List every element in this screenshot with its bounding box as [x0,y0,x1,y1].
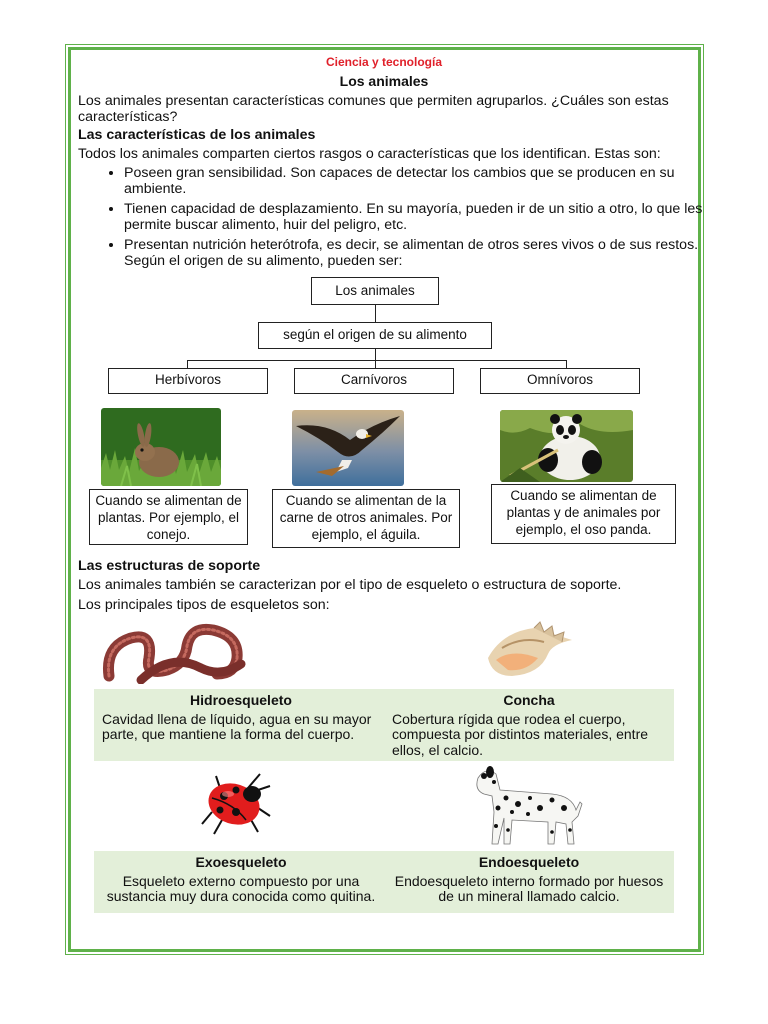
diagram-root-node: Los animales [311,277,439,305]
dog-photo [468,764,588,848]
skeleton-title: Endoesqueleto [478,854,580,870]
section-heading-characteristics: Las características de los animales [78,127,316,143]
connector-line [187,360,188,368]
intro-paragraph: Los animales presentan características comunes que permiten agruparlos. ¿Cuáles son estas características? [78,93,669,125]
diagram-criterion-node: según el origen de su alimento [258,322,492,349]
caption-omnivores: Cuando se alimentan de plantas y de animales por ejemplo, el oso panda. [491,484,676,544]
connector-line [375,349,376,360]
list-item: • Poseen gran sensibilidad. Son capaces de detectar los cambios que se producen en su ambiente. [124,165,734,197]
connector-line [375,360,376,368]
shell-photo [482,618,576,684]
caption-carnivores: Cuando se alimentan de la carne de otros animales. Por ejemplo, el águila. [272,489,460,548]
subject-label: Ciencia y tecnología [325,55,443,69]
characteristics-lead: Todos los animales comparten ciertos rasgos o características que los identifican. Estas son: [78,146,661,162]
support-line-2: Los principales tipos de esqueletos son: [78,597,330,613]
rabbit-photo [101,408,221,486]
connector-line [375,305,376,322]
page-title: Los animales [339,73,429,89]
worm-photo [101,618,247,684]
connector-line [187,360,566,361]
skeleton-panel-hydro [94,689,388,761]
section-heading-support: Las estructuras de soporte [78,558,261,574]
category-node-omnivores: Omnívoros [480,368,640,394]
panda-photo [500,410,633,482]
skeleton-description: Esqueleto externo compuesto por una sustancia muy dura conocida como quitina. [106,872,376,904]
list-item: • Tienen capacidad de desplazamiento. En su mayoría, pueden ir de un sitio a otro, lo que les permite buscar alimento, huir del peligro, etc. [124,201,734,233]
skeleton-panel-exo [94,851,388,913]
skeleton-panel-shell [384,689,674,761]
list-item: • Presentan nutrición heterótrofa, es decir, se alimentan de otros seres vivos o de sus restos. Según el origen de su alimento, pueden ser: [124,237,734,269]
category-node-herbivores: Herbívoros [108,368,268,394]
skeleton-title: Exoesqueleto [195,854,287,870]
skeleton-description: Endoesqueleto interno formado por huesos de un mineral llamado calcio. [394,872,664,904]
skeleton-description: Cavidad llena de líquido, agua en su mayor parte, que mantiene la forma del cuerpo. [102,710,372,742]
connector-line [566,360,567,368]
eagle-photo [292,410,404,486]
skeleton-title: Concha [503,692,555,708]
ladybug-photo [198,768,274,838]
skeleton-title: Hidroesqueleto [190,692,292,708]
support-line-1: Los animales también se caracterizan por el tipo de esqueleto o estructura de soporte. [78,577,622,593]
characteristics-list [78,165,734,273]
category-node-carnivores: Carnívoros [294,368,454,394]
skeleton-description: Cobertura rígida que rodea el cuerpo, compuesta por distintos materiales, entre ellos, el calcio. [392,710,649,758]
caption-herbivores: Cuando se alimentan de plantas. Por ejemplo, el conejo. [89,489,248,545]
skeleton-panel-endo [384,851,674,913]
